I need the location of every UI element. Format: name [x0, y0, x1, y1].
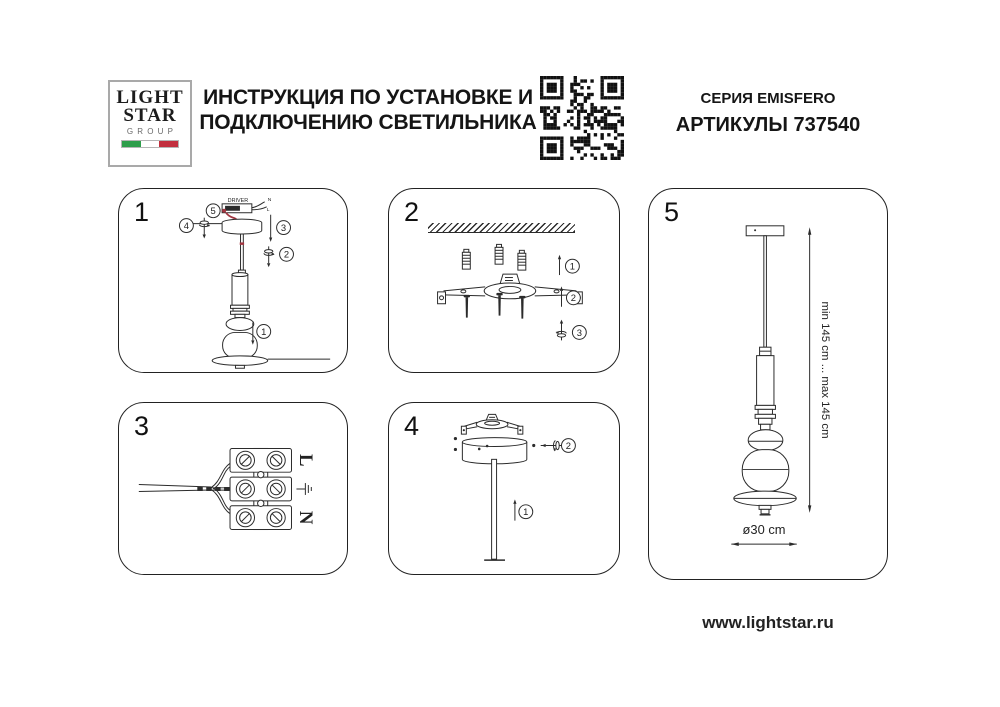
step-panel-4: [388, 402, 620, 575]
svg-text:1: 1: [569, 260, 576, 272]
product-info: [648, 90, 888, 137]
height-dimension-label: min 145 cm ... max 145 cm: [819, 301, 832, 439]
step-panel-3: [118, 402, 348, 575]
suspension-rod: [492, 459, 497, 559]
title-line-1: ИНСТРУКЦИЯ ПО УСТАНОВКЕ И: [203, 86, 533, 109]
screw-rotation-icon: [264, 246, 275, 267]
driver-label: DRIVER: [227, 197, 249, 204]
bottom-disk: [212, 356, 268, 365]
logo-word-group: GROUP: [126, 127, 178, 136]
assembled-lamp-drawing: [649, 189, 887, 579]
canopy-mounting-diagram: [389, 403, 619, 574]
screw-rotation-icon: [542, 441, 563, 452]
dimensions-panel: [648, 188, 888, 580]
wire-connector: [222, 209, 226, 213]
screw-rotation-icon: [556, 320, 567, 341]
screw-dot: [532, 444, 535, 447]
articles-label: АРТИКУЛЫ 737540: [675, 114, 861, 136]
rod-joint-mark: [240, 242, 244, 244]
svg-text:1: 1: [261, 325, 267, 337]
panel-number-2: 2: [404, 197, 420, 227]
lightstar-logo: [108, 80, 192, 167]
diameter-dimension-label: ø30 cm: [742, 522, 786, 538]
panel-number-1: 1: [134, 197, 150, 227]
svg-text:2: 2: [283, 248, 290, 260]
mounting-bracket-side: [461, 414, 522, 434]
screw-rotation-icon: [199, 218, 210, 239]
anchor-dowel: [462, 249, 470, 269]
exploded-lamp-diagram: [119, 189, 347, 372]
svg-text:4: 4: [183, 219, 190, 231]
suspension-rod: [241, 234, 244, 270]
panel-number-4: 4: [404, 411, 420, 441]
panel-number-3: 3: [134, 411, 150, 441]
ceiling-hatch: [428, 223, 575, 233]
wire-label-n: N: [267, 197, 272, 203]
svg-text:3: 3: [280, 221, 287, 233]
svg-text:2: 2: [570, 292, 577, 304]
terminal-label-l: L: [294, 454, 316, 467]
flag-white-stripe: [141, 141, 160, 147]
website-url: www.lightstar.ru: [702, 613, 834, 632]
mounting-screw: [519, 296, 525, 319]
panel-number-5: 5: [664, 197, 680, 227]
pendant-lamp: [734, 226, 796, 515]
svg-text:2: 2: [565, 439, 572, 451]
ceiling-mounting-diagram: [389, 189, 619, 372]
small-glass-shade: [226, 318, 254, 331]
diameter-dimension: [731, 542, 796, 546]
mains-wire-n: [252, 202, 265, 208]
ground-symbol: [296, 483, 311, 495]
logo-word-star: STAR: [123, 105, 177, 126]
step-panel-1: [118, 188, 348, 373]
wire-label-l: L: [266, 207, 270, 213]
svg-text:3: 3: [576, 326, 582, 338]
screw-dot: [454, 448, 457, 451]
anchor-dowel: [495, 244, 503, 264]
step-panel-2: [388, 188, 620, 373]
logo-word-light: LIGHT: [116, 87, 184, 108]
terminal-label-n: N: [294, 510, 316, 525]
terminal-block: [230, 448, 291, 529]
large-glass-shade: [223, 332, 258, 358]
flag-green-stripe: [122, 141, 141, 147]
screw-dot: [454, 437, 457, 440]
title-line-2: ПОДКЛЮЧЕНИЮ СВЕТИЛЬНИКА: [199, 111, 537, 134]
anchor-dowel: [518, 250, 526, 270]
italian-flag-icon: [121, 140, 179, 148]
instruction-title: [190, 85, 546, 135]
wiring-diagram: [119, 403, 347, 574]
height-dimension: [808, 227, 811, 513]
supply-cable: [139, 463, 230, 513]
mounting-bracket: [438, 274, 583, 304]
bottom-nub: [235, 365, 244, 368]
svg-text:1: 1: [523, 506, 529, 518]
series-label: СЕРИЯ EMISFERO: [700, 90, 836, 107]
svg-text:5: 5: [210, 205, 216, 217]
mounting-screw: [464, 295, 470, 318]
lamp-cylinder: [232, 275, 248, 306]
qr-code: [540, 76, 624, 160]
flag-red-stripe: [159, 141, 178, 147]
